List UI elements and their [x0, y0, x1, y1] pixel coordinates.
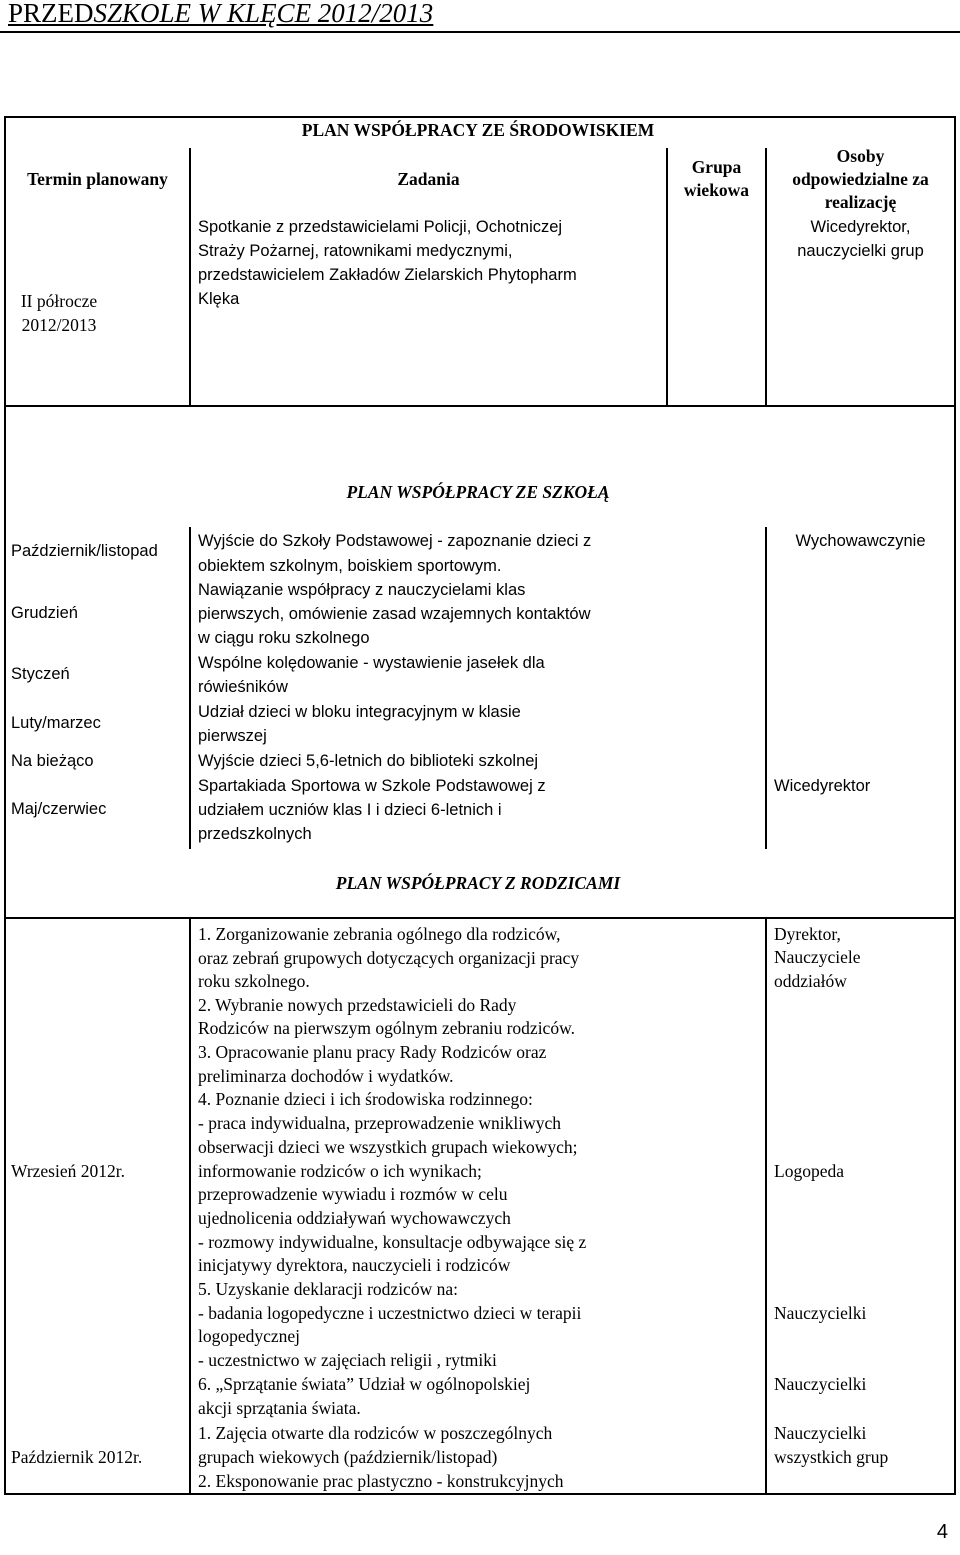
column-header-group: Grupa: [691, 157, 742, 177]
section2-title: PLAN WSPÓŁPRACY ZE SZKOŁĄ: [346, 482, 610, 502]
person-cell: wszystkich grup: [774, 1447, 889, 1467]
section3-top-border: [4, 917, 956, 919]
divider: [189, 527, 191, 849]
term-cell: Październik 2012r.: [11, 1447, 143, 1467]
person-cell: Nauczycielki: [774, 1303, 867, 1323]
task-line: preliminarza dochodów i wydatków.: [198, 1066, 454, 1086]
task-line: 1. Zajęcia otwarte dla rodziców w poszczególnych: [198, 1423, 553, 1443]
task-line: Klęka: [198, 290, 240, 308]
person-cell: Nauczycielki: [774, 1423, 867, 1443]
column-header-term: Termin planowany: [27, 169, 168, 189]
task-line: przedszkolnych: [198, 825, 312, 843]
divider: [765, 527, 767, 849]
task-line: roku szkolnego.: [198, 971, 310, 991]
task-line: pierwszej: [198, 727, 267, 745]
person-cell: nauczycielki grup: [797, 242, 924, 260]
task-line: 2. Wybranie nowych przedstawicieli do Rady: [198, 995, 517, 1015]
task-line: - badania logopedyczne i uczestnictwo dzieci w terapii: [198, 1303, 582, 1323]
task-line: obiektem szkolnym, boiskiem sportowym.: [198, 557, 502, 575]
task-line: pierwszych, omówienie zasad wzajemnych kontaktów: [198, 605, 591, 623]
section1-title: PLAN WSPÓŁPRACY ZE ŚRODOWISKIEM: [301, 120, 655, 140]
term-cell: 2012/2013: [21, 315, 97, 335]
task-line: 2. Eksponowanie prac plastyczno - konstrukcyjnych: [198, 1471, 564, 1491]
task-line: logopedycznej: [198, 1326, 301, 1346]
task-line: inicjatywy dyrektora, nauczycieli i rodziców: [198, 1255, 511, 1275]
person-cell: Dyrektor,: [774, 924, 841, 944]
task-line: 5. Uzyskanie deklaracji rodziców na:: [198, 1279, 458, 1299]
task-line: 6. „Sprzątanie świata” Udział w ogólnopolskiej: [198, 1374, 531, 1394]
term-cell: Styczeń: [11, 665, 70, 683]
column-header-group: wiekowa: [683, 180, 750, 200]
task-line: oraz zebrań grupowych dotyczących organizacji pracy: [198, 948, 580, 968]
task-line: Nawiązanie współpracy z nauczycielami klas: [198, 581, 526, 599]
column-header-persons: realizację: [824, 192, 897, 212]
term-cell: II półrocze: [20, 291, 98, 311]
task-line: 1. Zorganizowanie zebrania ogólnego dla rodziców,: [198, 924, 561, 944]
task-line: Rodziców na pierwszym ogólnym zebraniu rodziców.: [198, 1018, 575, 1038]
task-line: w ciągu roku szkolnego: [198, 629, 370, 647]
task-line: Udział dzieci w bloku integracyjnym w klasie: [198, 703, 521, 721]
task-line: akcji sprzątania świata.: [198, 1398, 361, 1418]
page-number: 4: [936, 1521, 948, 1543]
column-header-tasks: Zadania: [397, 169, 460, 189]
section1-bottom-border: [4, 405, 956, 407]
table-right-border: [954, 116, 956, 1495]
task-line: - praca indywidualna, przeprowadzenie wnikliwych: [198, 1113, 561, 1133]
person-cell: oddziałów: [774, 971, 847, 991]
person-cell: Logopeda: [774, 1161, 844, 1181]
divider: [189, 917, 191, 1495]
task-line: Spartakiada Sportowa w Szkole Podstawowej z: [198, 777, 546, 795]
term-cell: Luty/marzec: [11, 714, 101, 732]
task-line: przedstawicielem Zakładów Zielarskich Phytopharm: [198, 266, 577, 284]
term-cell: Wrzesień 2012r.: [11, 1161, 125, 1181]
header-title-italic: SZKOLE W KLĘCE 2012/2013: [93, 0, 434, 28]
task-line: - rozmowy indywidualne, konsultacje odbywające się z: [198, 1232, 587, 1252]
task-line: obserwacji dzieci we wszystkich grupach wiekowych;: [198, 1137, 578, 1157]
person-cell: Nauczycielki: [774, 1374, 867, 1394]
task-line: informowanie rodziców o ich wynikach;: [198, 1161, 482, 1181]
task-line: 3. Opracowanie planu pracy Rady Rodziców oraz: [198, 1042, 547, 1062]
task-line: Straży Pożarnej, ratownikami medycznymi,: [198, 242, 513, 260]
section3-title: PLAN WSPÓŁPRACY Z RODZICAMI: [335, 873, 621, 893]
table-top-border: [4, 116, 956, 118]
task-line: przeprowadzenie wywiadu i rozmów w celu: [198, 1184, 508, 1204]
term-cell: Grudzień: [11, 604, 78, 622]
task-line: Wyjście do Szkoły Podstawowej - zapoznanie dzieci z: [198, 532, 592, 550]
person-cell: Nauczyciele: [774, 947, 861, 967]
divider: [765, 917, 767, 1495]
task-line: 4. Poznanie dzieci i ich środowiska rodzinnego:: [198, 1089, 533, 1109]
task-line: rówieśników: [198, 678, 288, 696]
page-header: [8, 0, 433, 30]
term-cell: Na bieżąco: [11, 752, 94, 770]
person-cell: Wychowawczynie: [795, 532, 926, 550]
term-cell: Październik/listopad: [11, 542, 158, 560]
task-line: - uczestnictwo w zajęciach religii , rytmiki: [198, 1350, 497, 1370]
person-cell: Wicedyrektor,: [810, 218, 911, 236]
column-header-persons: odpowiedzialne za: [792, 169, 929, 189]
column-header-persons: Osoby: [836, 146, 885, 166]
header-rule: [0, 31, 960, 33]
person-cell: Wicedyrektor: [774, 777, 871, 795]
task-line: Spotkanie z przedstawicielami Policji, Ochotniczej: [198, 218, 563, 236]
task-line: grupach wiekowych (październik/listopad): [198, 1447, 498, 1467]
term-cell: Maj/czerwiec: [11, 800, 107, 818]
task-line: ujednolicenia oddziaływań wychowawczych: [198, 1208, 511, 1228]
header-title-upright: PRZED: [8, 0, 94, 28]
task-line: Wyjście dzieci 5,6-letnich do biblioteki szkolnej: [198, 752, 539, 770]
task-line: Wspólne kolędowanie - wystawienie jasełek dla: [198, 654, 545, 672]
task-line: udziałem uczniów klas I i dzieci 6-letnich i: [198, 801, 502, 819]
